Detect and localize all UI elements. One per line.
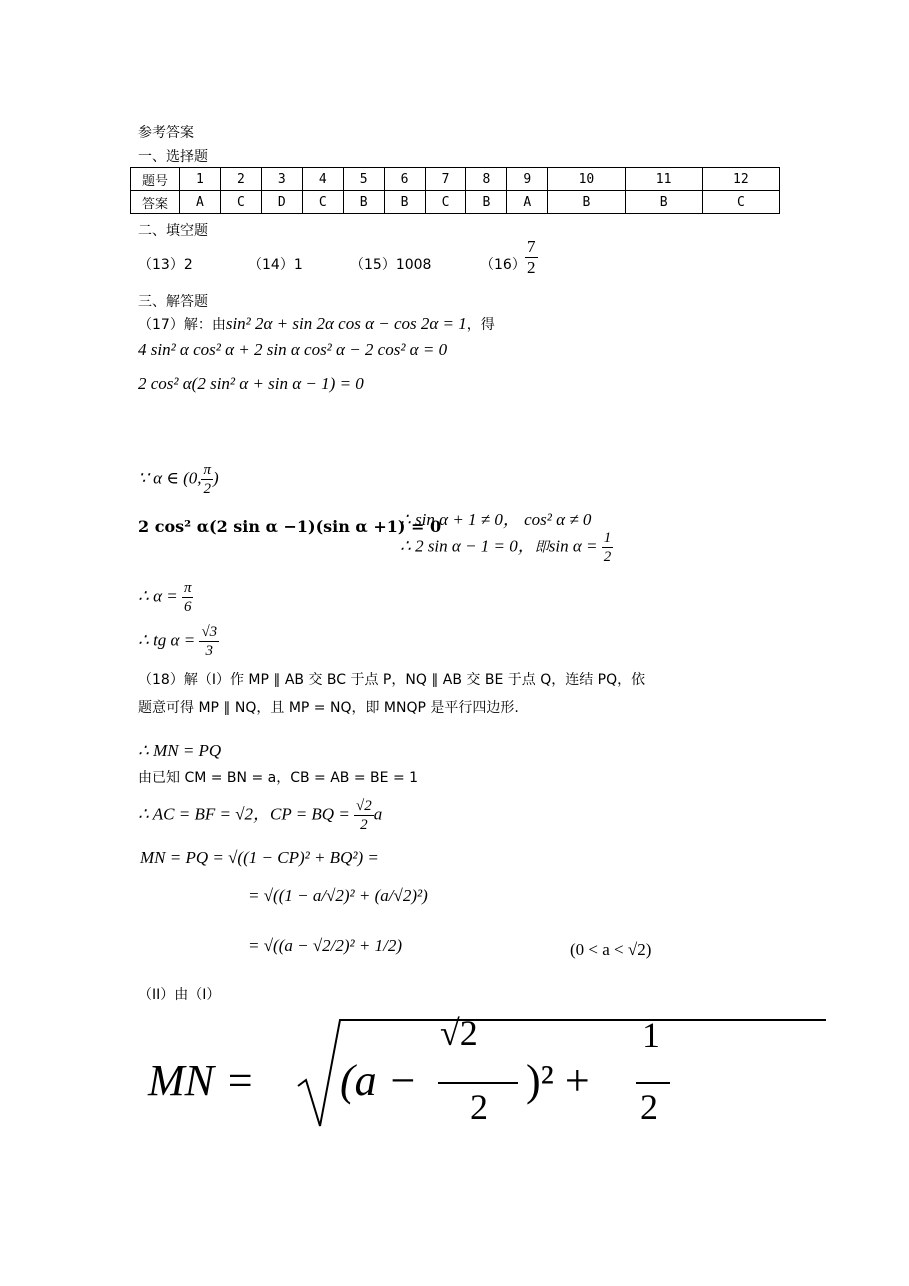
table-cell: 6 xyxy=(384,168,425,191)
answer-table xyxy=(130,167,780,214)
big-close: )² + xyxy=(526,1056,590,1105)
answer-14: （14）1 xyxy=(248,257,303,273)
page-title: 参考答案 xyxy=(138,125,194,141)
q18-line2: 题意可得 MP ∥ NQ，且 MP = NQ，即 MNQP 是平行四边形. xyxy=(138,700,519,716)
result: ∴ tg α = xyxy=(138,630,196,650)
alpha-domain xyxy=(138,462,219,498)
condition-line2 xyxy=(400,530,613,566)
table-cell: 10 xyxy=(548,168,625,191)
section-heading-solve: 三、解答题 xyxy=(138,294,208,310)
big-denominator: 2 xyxy=(640,1087,658,1127)
equation: sin² 2α + sin 2α cos α − cos 2α = 1 xyxy=(225,314,467,333)
condition: ∴ sin α + 1 ≠ 0， xyxy=(400,510,520,529)
answer-13: （13）2 xyxy=(138,257,193,273)
big-numerator: 1 xyxy=(642,1015,660,1055)
table-cell: C xyxy=(702,191,779,214)
condition: sin α = xyxy=(548,536,598,556)
equation: ∴ MN = PQ xyxy=(138,741,222,760)
equation: 2 cos² α(2 sin² α + sin α − 1) = 0 xyxy=(138,374,364,393)
table-cell: C xyxy=(302,191,343,214)
section-heading-fill: 二、填空题 xyxy=(138,223,208,239)
equation: 4 sin² α cos² α + 2 sin α cos² α − 2 cos² α = 0 xyxy=(138,340,448,359)
table-cell: 题号 xyxy=(131,168,180,191)
part2-label: （II）由（I） xyxy=(138,987,221,1003)
fraction-bar xyxy=(438,1082,518,1084)
answer-16-label: （16） xyxy=(480,257,526,273)
table-cell: A xyxy=(180,191,221,214)
table-cell: 1 xyxy=(180,168,221,191)
denominator: 2 xyxy=(203,480,211,497)
given-line: 由已知 CM = BN = a，CB = AB = BE = 1 xyxy=(138,770,419,786)
table-cell: 5 xyxy=(343,168,384,191)
numerator: 1 xyxy=(603,530,612,546)
alpha-in: ∵ α ∈ (0, xyxy=(138,468,202,488)
big-numerator: √2 xyxy=(440,1013,478,1053)
table-cell: B xyxy=(384,191,425,214)
table-cell: 11 xyxy=(625,168,702,191)
result: ∴ α = xyxy=(138,586,178,606)
table-cell: C xyxy=(425,191,466,214)
table-row xyxy=(131,191,780,214)
denominator: 2 xyxy=(603,548,612,565)
equation: ∴ AC = BF = √2，CP = BQ = xyxy=(138,804,350,824)
ac-bf-line xyxy=(138,798,382,834)
equation: MN = PQ = √((1 − CP)² + BQ²) = xyxy=(140,848,379,867)
q17-intro: （17）解：由 xyxy=(138,317,226,333)
numerator: √2 xyxy=(356,798,372,814)
condition: cos² α ≠ 0 xyxy=(524,510,592,529)
table-cell: D xyxy=(261,191,302,214)
equation: 2 cos² α(2 sin α −1)(sin α +1) = 0 xyxy=(138,517,442,536)
var-a: a xyxy=(373,804,383,824)
denominator: 3 xyxy=(205,642,214,659)
tan-result xyxy=(138,624,219,660)
equation: = √((1 − a/√2)² + (a/√2)²) xyxy=(248,886,428,905)
close-paren: ) xyxy=(213,468,219,488)
table-cell: 9 xyxy=(507,168,548,191)
table-cell: B xyxy=(625,191,702,214)
fraction-bar xyxy=(636,1082,670,1084)
table-row xyxy=(131,168,780,191)
denominator: 2 xyxy=(360,816,368,833)
table-cell: 4 xyxy=(302,168,343,191)
table-cell: 3 xyxy=(261,168,302,191)
equation: = √((a − √2/2)² + 1/2) xyxy=(248,936,403,955)
alpha-result xyxy=(138,580,193,616)
table-cell: 2 xyxy=(220,168,261,191)
q17-de: ，得 xyxy=(466,317,495,333)
condition: ∴ 2 sin α − 1 = 0， xyxy=(400,536,535,556)
big-a: (a − xyxy=(340,1056,418,1105)
section-heading-choice: 一、选择题 xyxy=(138,149,208,165)
table-cell: C xyxy=(220,191,261,214)
denominator: 2 xyxy=(527,257,536,277)
table-cell: B xyxy=(548,191,625,214)
big-lhs: MN = xyxy=(148,1056,255,1105)
q18-line1: （18）解（I）作 MP ∥ AB 交 BC 于点 P，NQ ∥ AB 交 BE 于点 Q，连结 PQ，依 xyxy=(138,672,646,688)
numerator: √3 xyxy=(201,624,218,640)
answer-16-fraction xyxy=(525,238,538,278)
numerator: π xyxy=(183,580,192,596)
answer-15: （15）1008 xyxy=(350,257,432,273)
table-cell: 答案 xyxy=(131,191,180,214)
denominator: 6 xyxy=(183,598,192,615)
big-denominator: 2 xyxy=(470,1087,488,1127)
numerator: π xyxy=(203,462,211,478)
table-cell: B xyxy=(466,191,507,214)
condition-line1 xyxy=(400,505,591,530)
ji: 即 xyxy=(534,539,549,556)
table-cell: 12 xyxy=(702,168,779,191)
range-note: (0 < a < √2) xyxy=(570,940,652,959)
table-cell: 7 xyxy=(425,168,466,191)
table-cell: B xyxy=(343,191,384,214)
table-cell: 8 xyxy=(466,168,507,191)
q17-line1 xyxy=(138,314,495,334)
numerator: 7 xyxy=(527,237,536,256)
table-cell: A xyxy=(507,191,548,214)
